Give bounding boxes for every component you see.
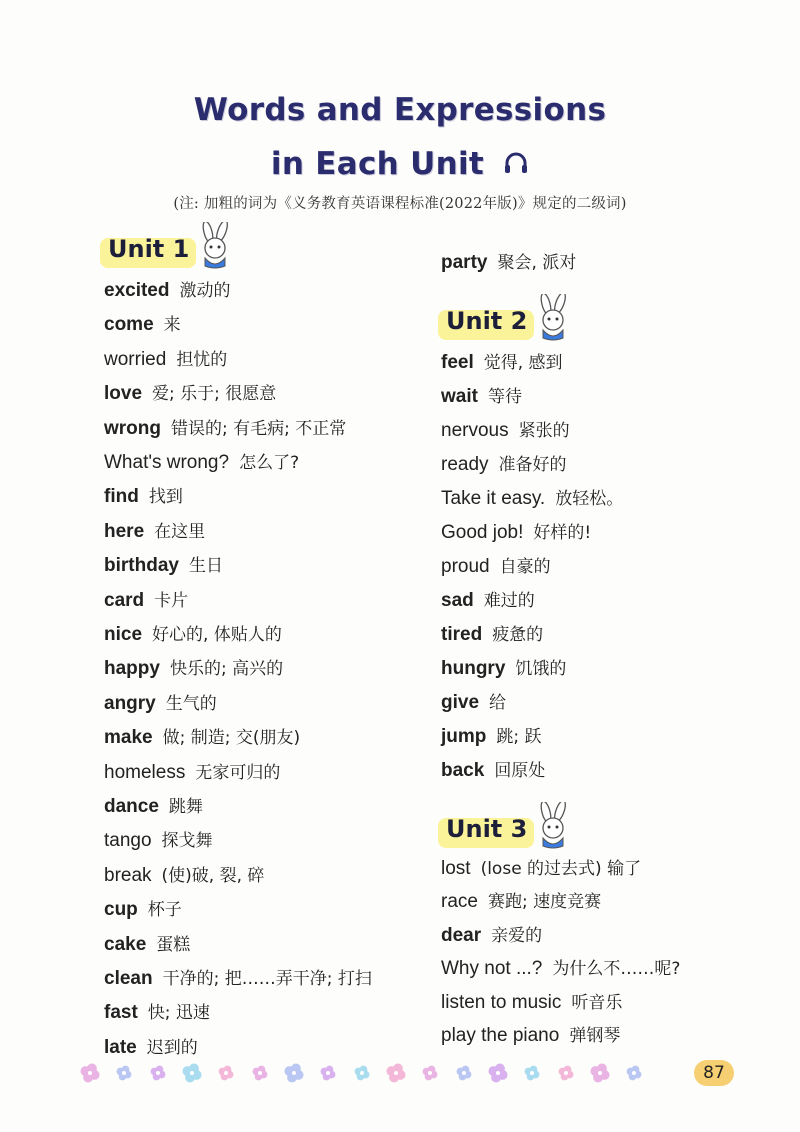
vocab-meaning: 等待 <box>487 387 522 407</box>
flower-icon <box>559 1066 574 1081</box>
flower-border <box>76 1056 676 1090</box>
vocab-word: excited <box>104 280 170 301</box>
vocab-meaning: (使)破, 裂, 碎 <box>161 865 265 886</box>
unit3-heading <box>442 812 602 852</box>
vocab-entry <box>441 488 623 510</box>
vocab-word: cup <box>104 899 138 921</box>
vocab-meaning: 生气的 <box>165 693 217 714</box>
bunny-mascot-icon <box>532 294 574 342</box>
vocab-meaning: 难过的 <box>483 591 535 611</box>
vocab-word: ready <box>441 454 489 475</box>
vocab-entry <box>104 1002 210 1024</box>
vocab-word: angry <box>104 692 156 714</box>
vocab-meaning: 错误的; 有毛病; 不正常 <box>171 418 347 439</box>
vocab-word: play the piano <box>441 1025 560 1046</box>
vocab-word: card <box>104 589 145 611</box>
vocab-entry <box>104 624 282 646</box>
vocab-word: wait <box>441 386 478 407</box>
vocab-entry <box>104 521 205 543</box>
vocab-word: party <box>441 252 488 273</box>
vocab-entry <box>104 452 299 474</box>
vocab-meaning: 回原处 <box>494 761 546 781</box>
unit2-heading <box>442 304 602 344</box>
vocab-meaning: 激动的 <box>179 281 231 301</box>
flower-icon <box>525 1066 540 1081</box>
vocab-word: race <box>441 891 478 913</box>
vocab-word: find <box>104 486 139 508</box>
vocab-meaning: 在这里 <box>154 521 206 542</box>
vocab-word: listen to music <box>441 991 562 1013</box>
vocab-entry <box>104 658 283 680</box>
vocab-meaning: 疲惫的 <box>492 625 544 645</box>
vocab-meaning: 亲爱的 <box>491 925 543 946</box>
vocab-word: proud <box>441 556 490 577</box>
vocab-word: fast <box>104 1002 138 1024</box>
flower-icon <box>182 1063 201 1082</box>
vocab-word: birthday <box>104 555 179 577</box>
flower-icon <box>117 1066 132 1081</box>
vocab-entry <box>441 556 551 578</box>
vocab-word: nervous <box>441 420 509 441</box>
vocab-entry <box>104 555 223 577</box>
vocab-meaning: 为什么不……呢? <box>552 959 681 980</box>
page-title-line1: Words and Expressions <box>193 92 607 128</box>
vocab-word: Why not ...? <box>441 958 543 980</box>
unit1-heading <box>104 232 264 272</box>
flower-icon <box>423 1066 438 1081</box>
vocab-meaning: 来 <box>163 315 181 336</box>
vocab-meaning: 卡片 <box>154 590 189 611</box>
vocab-entry <box>104 934 190 956</box>
vocab-entry <box>104 865 264 887</box>
vocab-entry <box>441 420 570 442</box>
vocab-word: tango <box>104 830 152 852</box>
vocab-meaning: 好心的, 体贴人的 <box>152 625 282 645</box>
vocab-entry <box>104 280 230 302</box>
vocab-word: give <box>441 692 480 713</box>
vocab-word: clean <box>104 968 153 989</box>
vocab-entry <box>441 352 563 374</box>
unit3-label: Unit 3 <box>446 815 528 843</box>
flower-icon <box>80 1063 99 1082</box>
vocab-meaning: 干净的; 把……弄干净; 打扫 <box>162 969 372 989</box>
vocab-meaning: 给 <box>489 693 507 713</box>
vocab-entry <box>104 418 346 440</box>
vocab-word: lost <box>441 858 471 879</box>
vocab-meaning: 快; 迅速 <box>147 1003 210 1024</box>
vocab-meaning: 做; 制造; 交(朋友) <box>162 728 301 749</box>
vocab-word: tired <box>441 624 483 645</box>
vocab-entry <box>441 858 641 880</box>
flower-icon <box>627 1066 642 1081</box>
bunny-mascot-icon <box>194 222 236 270</box>
vocab-entry <box>441 692 506 714</box>
flower-icon <box>321 1066 336 1081</box>
vocab-meaning: 聚会, 派对 <box>497 253 577 273</box>
vocab-entry <box>441 386 522 408</box>
vocab-entry <box>104 968 372 990</box>
vocab-entry <box>441 454 567 476</box>
vocab-word: What's wrong? <box>104 452 230 473</box>
vocab-entry <box>104 314 181 336</box>
vocab-word: dance <box>104 796 159 817</box>
vocab-meaning: 觉得, 感到 <box>483 353 563 373</box>
vocab-word: feel <box>441 352 474 373</box>
vocab-meaning: 探戈舞 <box>161 831 213 852</box>
vocab-entry <box>104 762 280 784</box>
vocab-entry <box>441 252 576 274</box>
vocab-meaning: 紧张的 <box>518 421 570 441</box>
vocab-word: cake <box>104 933 147 955</box>
vocab-entry <box>104 830 213 852</box>
flower-icon <box>488 1063 507 1082</box>
unit1-label: Unit 1 <box>108 235 190 263</box>
vocab-meaning: 听音乐 <box>571 992 623 1013</box>
vocab-meaning: 自豪的 <box>499 557 551 577</box>
flower-icon <box>151 1066 166 1081</box>
note-text: (注: 加粗的词为《义务教育英语课程标准(2022年版)》规定的二级词) <box>173 196 627 212</box>
vocab-entry <box>104 383 276 405</box>
flower-icon <box>355 1066 370 1081</box>
vocab-entry <box>441 891 601 913</box>
vocab-word: worried <box>104 348 167 370</box>
vocab-meaning: 爱; 乐于; 很愿意 <box>152 384 277 405</box>
vocab-meaning: 饥饿的 <box>515 659 567 679</box>
vocab-entry <box>104 486 183 508</box>
vocab-word: make <box>104 727 153 749</box>
vocab-entry <box>441 1025 620 1047</box>
vocab-entry <box>441 590 535 612</box>
vocab-meaning: 放轻松。 <box>555 489 624 509</box>
vocab-entry <box>441 658 566 680</box>
vocab-meaning: 迟到的 <box>146 1037 198 1058</box>
vocab-meaning: 怎么了? <box>239 453 300 473</box>
vocab-meaning: 快乐的; 高兴的 <box>169 659 284 680</box>
flower-icon <box>219 1066 234 1081</box>
vocab-meaning: 蛋糕 <box>156 934 191 955</box>
bunny-mascot-icon <box>532 802 574 850</box>
vocab-entry <box>441 760 545 782</box>
flower-icon <box>386 1063 405 1082</box>
vocab-meaning: 生日 <box>188 556 223 577</box>
flower-icon <box>457 1066 472 1081</box>
vocab-meaning: 跳; 跃 <box>496 727 542 747</box>
vocab-entry <box>104 796 203 818</box>
vocab-meaning: 好样的! <box>533 523 592 543</box>
vocab-word: wrong <box>104 417 161 439</box>
page-title-line2-text: in Each Unit <box>270 146 484 182</box>
vocab-word: jump <box>441 726 487 747</box>
vocab-meaning: 赛跑; 速度竞赛 <box>487 892 602 913</box>
vocab-entry <box>104 899 182 921</box>
page-number: 87 <box>694 1060 734 1086</box>
vocab-entry <box>441 992 622 1014</box>
vocab-meaning: 准备好的 <box>498 455 567 475</box>
vocab-entry <box>104 349 227 371</box>
vocab-word: come <box>104 314 154 336</box>
vocab-entry <box>441 624 543 646</box>
headphone-icon[interactable] <box>503 148 529 184</box>
vocab-word: sad <box>441 590 474 611</box>
vocab-word: nice <box>104 624 143 645</box>
vocab-entry <box>441 522 591 544</box>
vocab-entry <box>441 925 542 947</box>
flower-icon <box>253 1066 268 1081</box>
vocab-word: Take it easy. <box>441 488 546 509</box>
vocab-entry <box>441 958 680 980</box>
vocab-word: back <box>441 760 485 781</box>
vocab-word: love <box>104 383 143 405</box>
vocab-meaning: 弹钢琴 <box>569 1026 621 1046</box>
vocab-meaning: 杯子 <box>147 900 182 921</box>
vocab-meaning: 找到 <box>148 487 183 508</box>
vocab-entry <box>441 726 542 748</box>
vocab-meaning: 无家可归的 <box>195 762 281 783</box>
vocab-meaning: 担忧的 <box>176 349 228 370</box>
vocab-word: dear <box>441 924 482 946</box>
vocab-word: hungry <box>441 658 506 679</box>
vocab-word: Good job! <box>441 522 524 543</box>
flower-icon <box>590 1063 609 1082</box>
vocab-word: late <box>104 1036 137 1058</box>
vocab-word: homeless <box>104 761 186 783</box>
vocab-entry <box>104 590 188 612</box>
vocab-word: here <box>104 520 145 542</box>
unit2-label: Unit 2 <box>446 307 528 335</box>
vocab-meaning: (lose 的过去式) 输了 <box>480 859 642 879</box>
vocab-entry <box>104 727 300 749</box>
vocab-word: happy <box>104 658 160 680</box>
page-title-line2 <box>0 146 800 184</box>
vocab-entry <box>104 693 217 715</box>
flower-icon <box>284 1063 303 1082</box>
vocab-word: break <box>104 864 152 886</box>
vocab-meaning: 跳舞 <box>168 797 203 817</box>
